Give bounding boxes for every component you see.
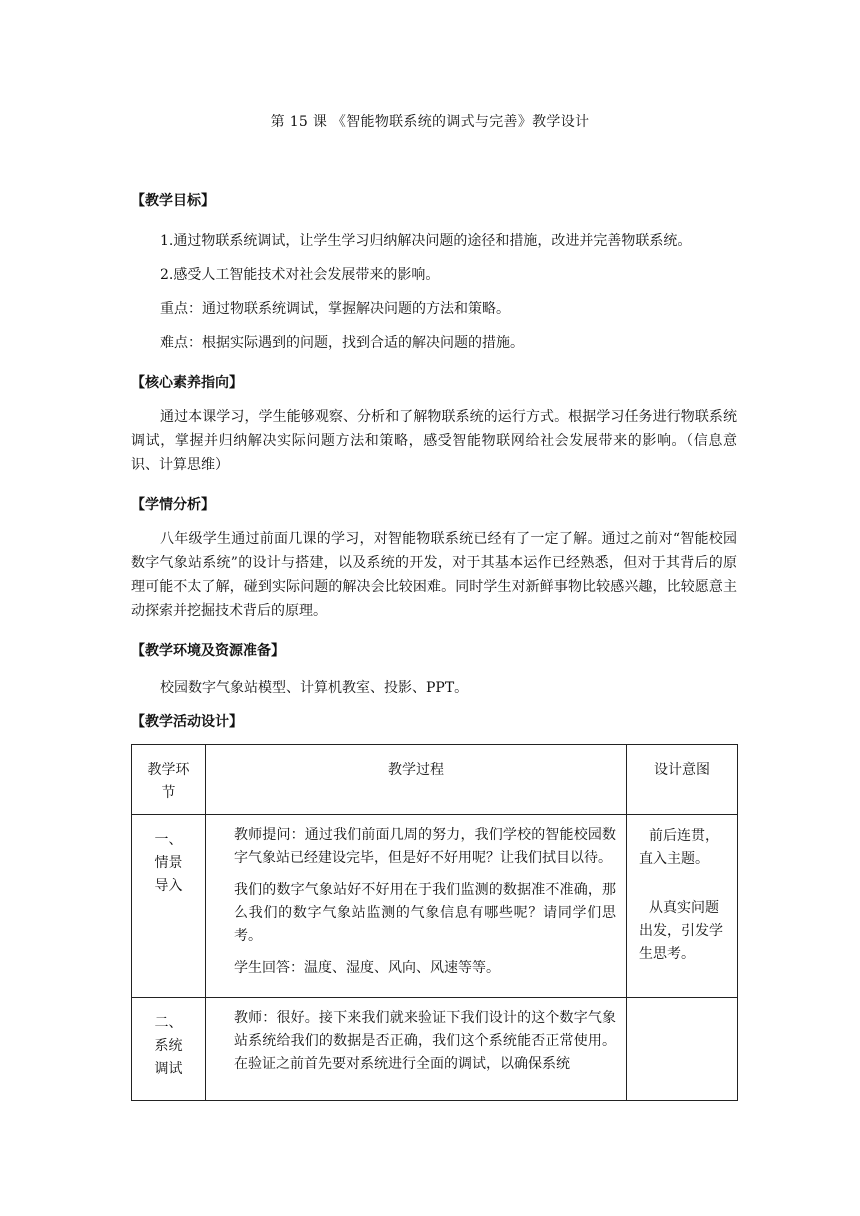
environment-text: 校园数字气象站模型、计算机教室、投影、PPT。	[160, 680, 469, 696]
process-paragraph: 教师：很好。接下来我们就来验证下我们设计的这个数字气象站系统给我们的数据是否正确，我们这个系统能否正常使用。在验证之前首先要对系统进行全面的调试，以确保系统	[234, 1010, 616, 1072]
header-process: 教学过程	[206, 745, 627, 815]
activity-table	[131, 744, 738, 1101]
difficult-point: 难点：根据实际遇到的问题，找到合适的解决问题的措施。	[160, 335, 524, 351]
stage-cell: 一、 情景 导入	[132, 815, 206, 998]
stage-cell: 二、 系统 调试	[132, 998, 206, 1101]
intent-cell	[627, 815, 738, 998]
intent-paragraph: 从真实问题出发，引发学生思考。	[639, 900, 723, 962]
process-paragraph: 学生回答：温度、湿度、风向、风速等等。	[234, 960, 500, 976]
literacy-paragraph: 通过本课学习，学生能够观察、分析和了解物联系统的运行方式。根据学习任务进行物联系统调试，掌握并归纳解决实际问题方法和策略，感受智能物联网给社会发展带来的影响。（信息意识、计算思维）	[131, 409, 737, 473]
intent-cell	[627, 998, 738, 1101]
goal-item-1: 1.通过物联系统调试，让学生学习归纳解决问题的途径和措施，改进并完善物联系统。	[160, 233, 692, 249]
header-intent: 设计意图	[627, 745, 738, 815]
section-heading-goals: 【教学目标】	[131, 193, 215, 209]
document-title: 第 15 课 《智能物联系统的调式与完善》教学设计	[270, 114, 590, 130]
intent-paragraph: 前后连贯，直入主题。	[639, 828, 719, 867]
process-paragraph: 我们的数字气象站好不好用在于我们监测的数据准不准确，那么我们的数字气象站监测的气象信息有哪些呢？请同学们思考。	[234, 882, 616, 944]
goal-item-2: 2.感受人工智能技术对社会发展带来的影响。	[160, 267, 440, 283]
process-cell	[206, 998, 627, 1101]
table-row	[132, 815, 738, 998]
section-heading-analysis: 【学情分析】	[131, 497, 215, 513]
process-cell	[206, 815, 627, 998]
table-header-row	[132, 745, 738, 815]
section-heading-activity: 【教学活动设计】	[131, 714, 243, 730]
section-heading-literacy: 【核心素养指向】	[131, 375, 243, 391]
process-paragraph: 教师提问：通过我们前面几周的努力，我们学校的智能校园数字气象站已经建设完毕，但是好不好用呢？让我们拭目以待。	[234, 827, 616, 866]
header-stage: 教学环节	[132, 745, 206, 815]
section-heading-environment: 【教学环境及资源准备】	[131, 643, 285, 659]
analysis-paragraph: 八年级学生通过前面几课的学习，对智能物联系统已经有了一定了解。通过之前对“智能校园数字气象站系统”的设计与搭建，以及系统的开发，对于其基本运作已经熟悉，但对于其背后的原理可能不太了解，碰到实际问题的解决会比较困难。同时学生对新鲜事物比较感兴趣，比较愿意主动探索并挖掘技术背后的原理。	[131, 531, 737, 619]
table-row	[132, 998, 738, 1101]
key-point: 重点：通过物联系统调试，掌握解决问题的方法和策略。	[160, 301, 510, 317]
